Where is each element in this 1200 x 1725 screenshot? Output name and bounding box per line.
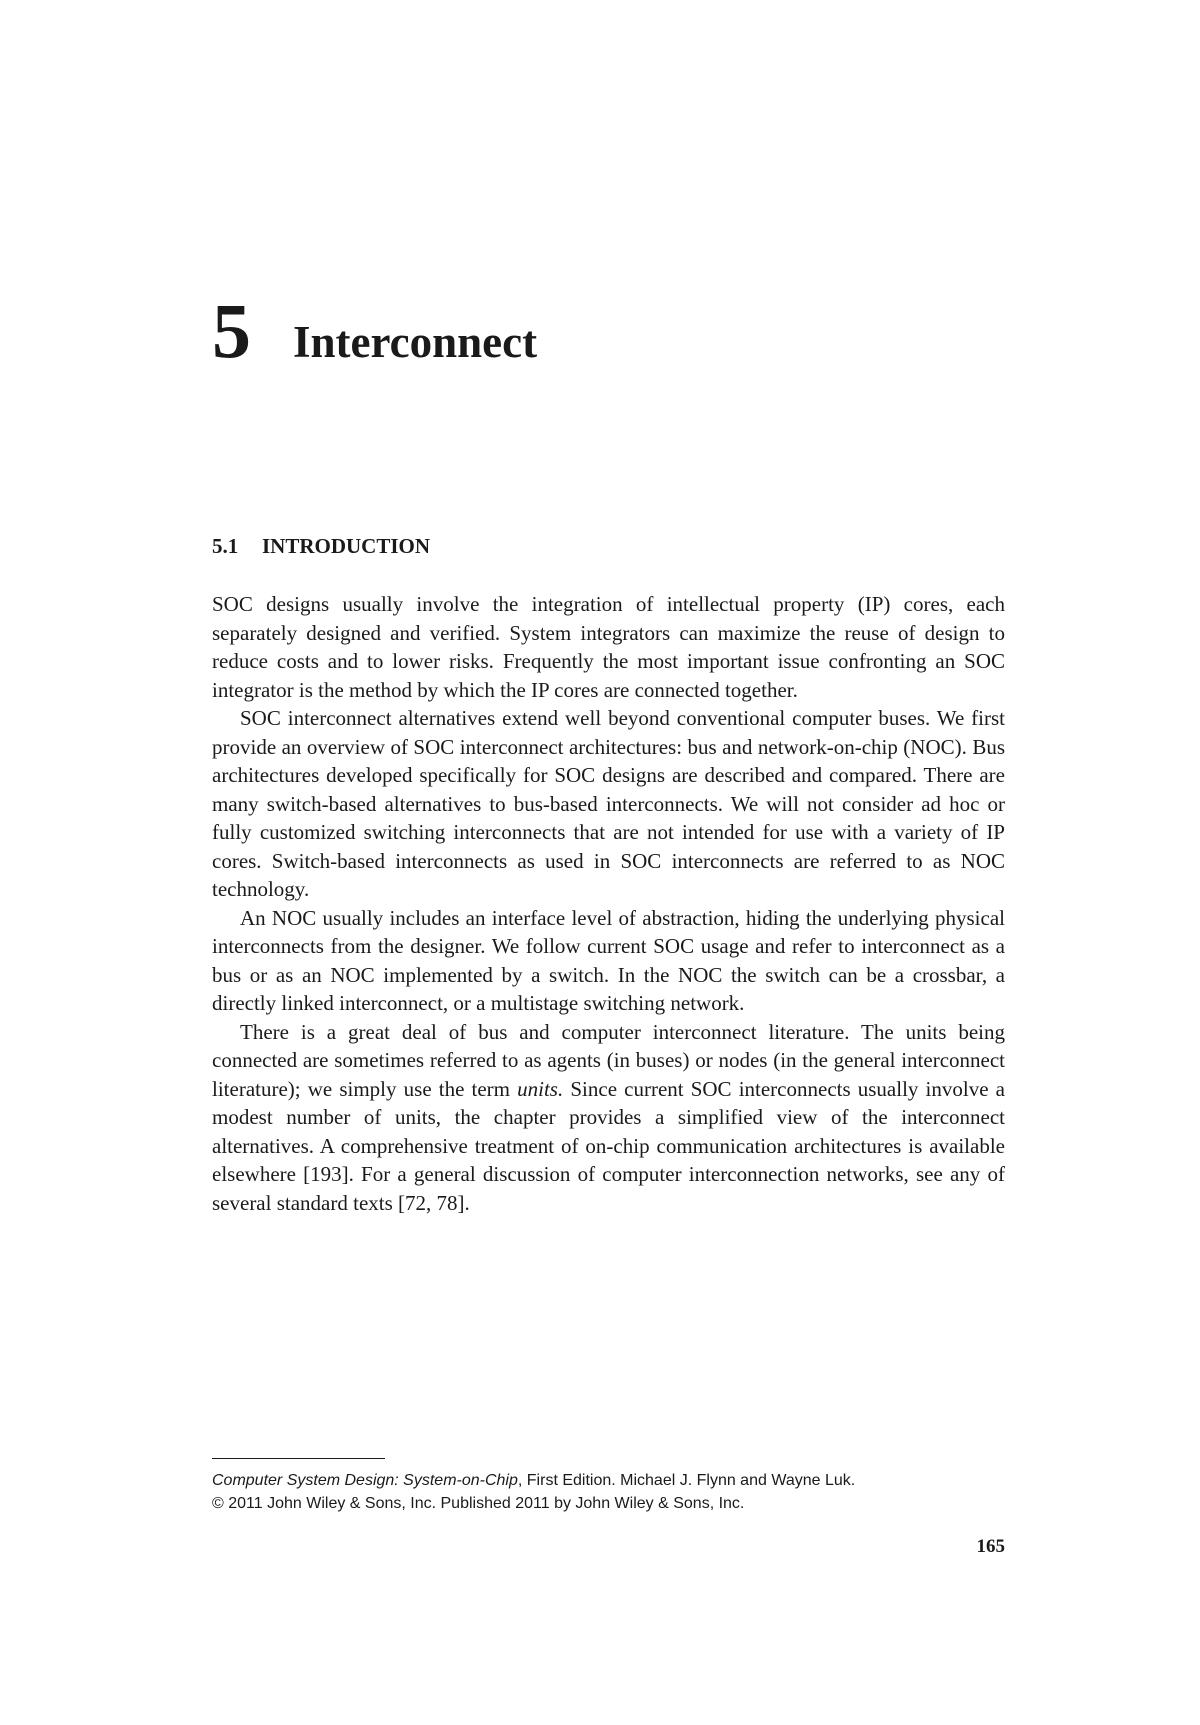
body-text — [212, 590, 1005, 1217]
footnote-book-title: Computer System Design: System-on-Chip — [212, 1472, 518, 1489]
paragraph-4-term: units. — [517, 1076, 564, 1101]
footnote-divider — [212, 1458, 385, 1459]
footnote — [212, 1469, 1012, 1515]
section-heading — [212, 534, 430, 559]
footnote-edition-authors: , First Edition. Michael J. Flynn and Wayne Luk. — [517, 1472, 856, 1489]
paragraph-4-text-b: Since current SOC interconnects usually involve a modest number of units, the chapter provides a simplified view of the interconnect alternatives. A comprehensive treatment of on-chip communication architectures is available elsewhere [193]. For a general discussion of computer interconnection networks, see any of several standard texts [72, 78]. — [212, 1076, 1005, 1215]
page-number: 165 — [976, 1536, 1005, 1557]
section-title: INTRODUCTION — [262, 534, 431, 558]
chapter-heading — [212, 287, 538, 374]
paragraph-4 — [212, 1018, 1005, 1218]
paragraph-3: An NOC usually includes an interface level of abstraction, hiding the underlying physical interconnects from the designer. We follow current SOC usage and refer to interconnect as a bus or as an NOC implemented by a switch. In the NOC the switch can be a crossbar, a directly linked interconnect, or a multistage switching network. — [212, 905, 1005, 1015]
paragraph-4-text-a: There is a great deal of bus and computer interconnect literature. The units being connected are sometimes referred to as agents (in buses) or nodes (in the general interconnect literature); we simply use the term — [212, 1019, 1005, 1101]
section-number: 5.1 — [212, 534, 239, 558]
chapter-number: 5 — [212, 287, 251, 374]
chapter-title: Interconnect — [293, 317, 538, 367]
footnote-line-1 — [212, 1469, 1012, 1492]
footnote-copyright: © 2011 John Wiley & Sons, Inc. Published 2011 by John Wiley & Sons, Inc. — [212, 1495, 745, 1512]
paragraph-1: SOC designs usually involve the integration of intellectual property (IP) cores, each separately designed and verified. System integrators can maximize the reuse of design to reduce costs and to lower risks. Frequently the most important issue confronting an SOC integrator is the method by which the IP cores are connected together. — [212, 592, 1005, 702]
paragraph-2: SOC interconnect alternatives extend well beyond conventional computer buses. We first provide an overview of SOC interconnect architectures: bus and network-on-chip (NOC). Bus architectures developed specifically for SOC designs are described and compared. There are many switch-based alternatives to bus-based interconnects. We will not consider ad hoc or fully customized switching interconnects that are not intended for use with a variety of IP cores. Switch-based interconnects as used in SOC interconnects are referred to as NOC technology. — [212, 706, 1005, 901]
